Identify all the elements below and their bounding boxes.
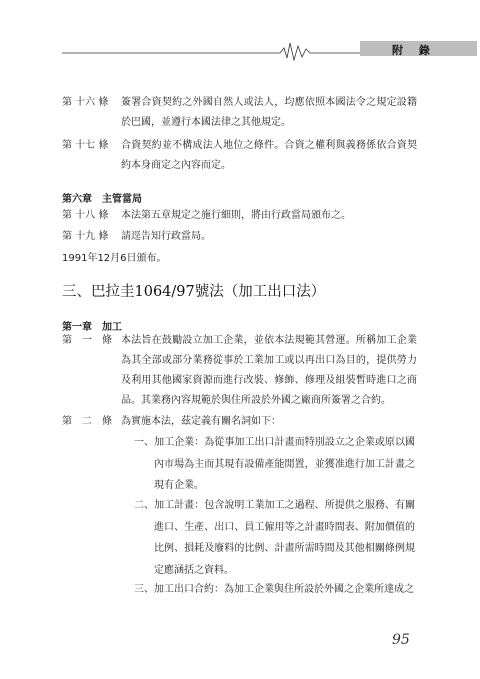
section-title: 三、巴拉圭1064/97號法（加工出口法） xyxy=(62,284,326,300)
article-number: 第 十八 條 xyxy=(62,210,109,221)
article-text: 合資契約並不構成法人地位之條件。合資之權利與義務係依合資契約本身商定之內容而定。 xyxy=(121,140,417,171)
appendix-label: 附 錄 xyxy=(392,44,436,57)
article-number: 第 十九 條 xyxy=(62,231,109,242)
heartbeat-line-icon xyxy=(62,40,362,62)
definition-item xyxy=(134,495,415,581)
definition-text: 二、加工計畫：包含說明工業加工之過程、所提供之服務、有關進口、生產、出口、員工僱用等之計畫時間表、附加價值的比例、損耗及廢料的比例、計畫所需時間及其他相關條例規定應涵括之資料。 xyxy=(134,500,415,576)
definition-text: 一、加工企業：為從事加工出口計畫而特別設立之企業或原以國內市場為主而其現有設備產能閒置，並獲准進行加工計畫之現有企業。 xyxy=(134,437,415,491)
promulgation-date: 1991年12月6日頒布。 xyxy=(62,253,167,264)
article-number: 第 一 條 xyxy=(62,335,112,346)
chapter-heading: 第一章 加工 xyxy=(62,322,122,333)
article-text: 本法第五章規定之施行細則，將由行政當局頒布之。 xyxy=(121,210,351,221)
appendix-tab xyxy=(360,41,477,56)
article-number: 第 十七 條 xyxy=(62,140,109,151)
definition-item xyxy=(134,579,415,601)
article-number: 第 二 條 xyxy=(62,416,112,427)
definition-item xyxy=(134,432,415,497)
definition-text: 三、加工出口合約：為加工企業與住所設於外國之企業所達成之 xyxy=(134,584,414,595)
article-text: 簽署合資契約之外國自然人或法人，均應依照本國法令之規定設籍於巴國，並遵行本國法律之其他規定。 xyxy=(121,97,417,128)
page-number: 95 xyxy=(392,632,410,648)
article-number: 第 十六 條 xyxy=(62,97,109,108)
article-text: 請逕告知行政當局。 xyxy=(121,231,211,242)
chapter-heading: 第六章 主管當局 xyxy=(62,194,142,205)
running-header xyxy=(62,40,436,62)
article-text: 為實施本法，茲定義有關名詞如下： xyxy=(121,416,281,427)
article-text: 本法旨在鼓勵設立加工企業，並依本法規範其營運。所稱加工企業為其全部或部分業務從事於工業加工或以再出口為目的，提供勞力及利用其他國家資源而進行改裝、修飾、修理及組裝暫時進口之商品。其業務內容規範於與住所設於外國之廠商所簽署之合約。 xyxy=(121,335,417,406)
